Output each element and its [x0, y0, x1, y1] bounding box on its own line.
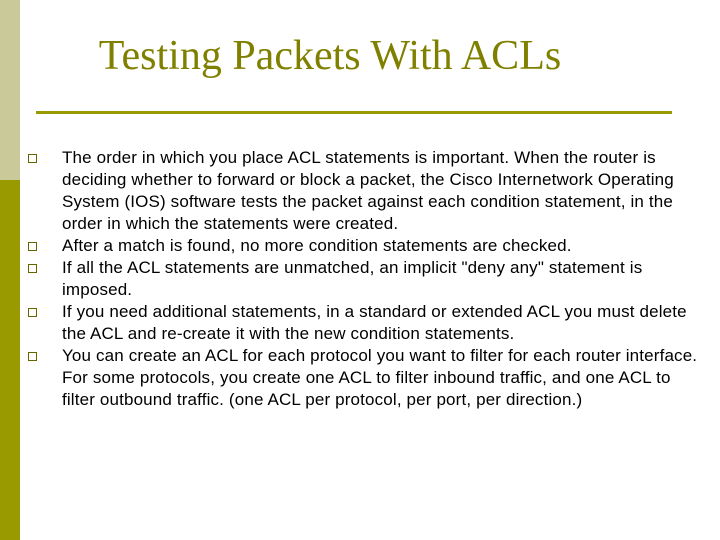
bullet-text: You can create an ACL for each protocol you want to filter for each router interface. For some protocols, you create one ACL to filter inbound traffic, and one ACL to filter outbound traffic. (one ACL per protocol, per port, per direction.) — [62, 346, 698, 409]
hollow-square-icon — [28, 154, 37, 163]
bullet-item — [28, 235, 708, 257]
bullet-text: If you need additional statements, in a standard or extended ACL you must delete the ACL and re-create it with the new condition statements. — [62, 302, 687, 343]
bullet-item — [28, 257, 708, 301]
hollow-square-icon — [28, 264, 37, 273]
bullet-text: If all the ACL statements are unmatched, an implicit "deny any" statement is imposed. — [62, 258, 643, 299]
side-accent-bar-top — [0, 0, 20, 180]
bullet-list — [28, 147, 708, 411]
title-underline — [36, 111, 672, 114]
bullet-item — [28, 345, 708, 411]
hollow-square-icon — [28, 308, 37, 317]
hollow-square-icon — [28, 242, 37, 251]
slide-title: Testing Packets With ACLs — [98, 33, 562, 79]
bullet-item — [28, 147, 708, 235]
bullet-text: The order in which you place ACL statements is important. When the router is deciding whether to forward or block a packet, the Cisco Internetwork Operating System (IOS) software tests the packet against each condition statement, in the order in which the statements were created. — [62, 148, 674, 233]
side-accent-bar-bottom — [0, 180, 20, 540]
hollow-square-icon — [28, 352, 37, 361]
bullet-item — [28, 301, 708, 345]
bullet-text: After a match is found, no more condition statements are checked. — [62, 236, 572, 255]
